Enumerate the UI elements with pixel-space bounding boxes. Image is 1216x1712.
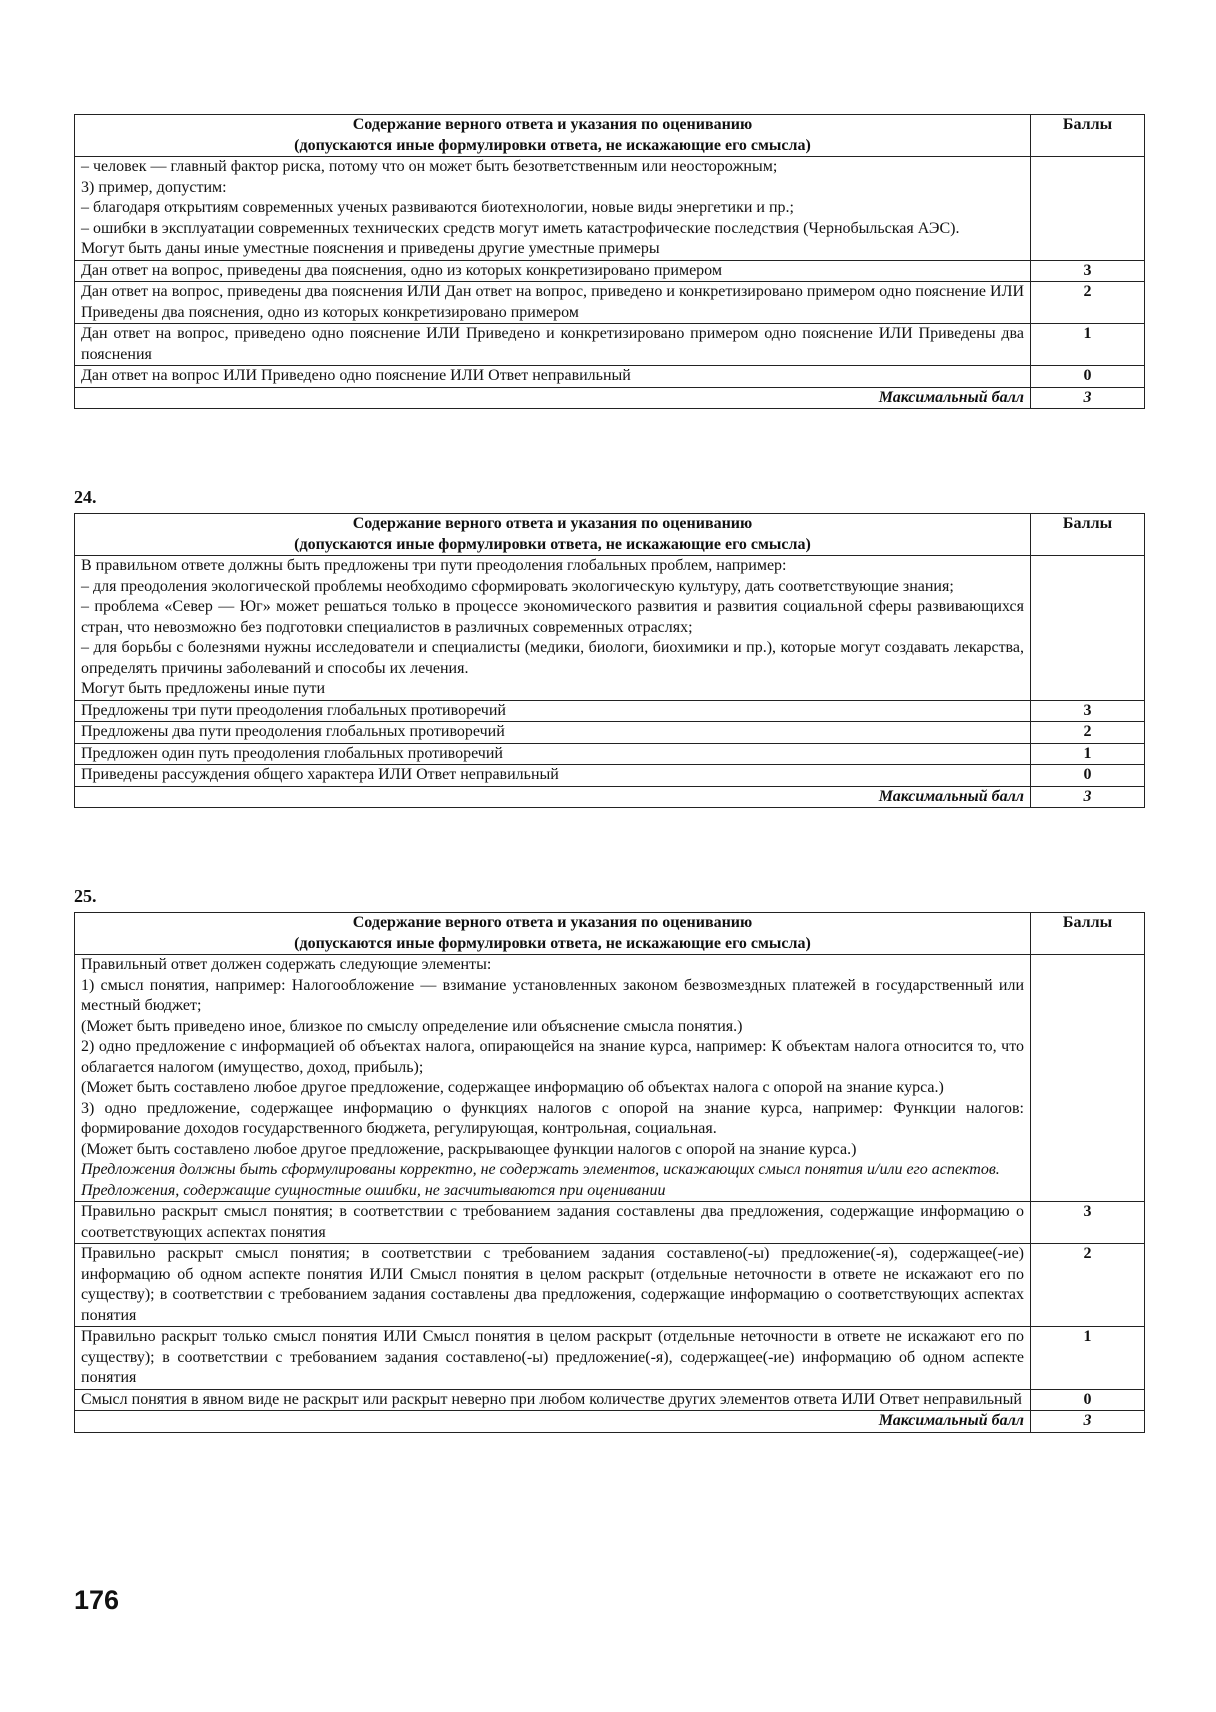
table-header-row (75, 514, 1145, 556)
table-header-row (75, 115, 1145, 157)
max-score-row (75, 387, 1145, 409)
answer-content-row (75, 157, 1145, 261)
content-header-title: Содержание верного ответа и указания по оцениванию (352, 116, 753, 133)
criteria-row (75, 1327, 1145, 1390)
content-line: В правильном ответе должны быть предложены три пути преодоления глобальных проблем, например: (81, 557, 787, 574)
italic-note: Предложения должны быть сформулированы корректно, не содержать элементов, искажающих смысл понятия и/или его аспектов. (81, 1161, 1000, 1178)
criteria-score: 0 (1031, 366, 1145, 388)
content-line: – для преодоления экологической проблемы необходимо сформировать экологическую культуру, дать соответствующие знания; (81, 577, 954, 595)
criteria-score: 1 (1031, 743, 1145, 765)
criteria-text: Дан ответ на вопрос, приведено одно пояснение ИЛИ Приведено и конкретизировано примером одно пояснение ИЛИ Приведены два пояснения (75, 324, 1031, 366)
criteria-row (75, 324, 1145, 366)
max-score-value: 3 (1031, 786, 1145, 808)
empty-score-cell (1031, 157, 1145, 261)
content-line: (Может быть составлено любое другое предложение, содержащее информацию об объектах налога с опорой на знание курса.) (81, 1079, 944, 1096)
content-line: (Может быть приведено иное, близкое по смыслу определение или объяснение смысла понятия.) (81, 1017, 743, 1035)
question-number-24: 24. (74, 487, 97, 507)
content-line: – проблема «Север — Юг» может решаться только в процессе экономического развития и развития социальной сферы развивающихся стран, что невозможно без подготовки специалистов в различных современных отраслях; (81, 598, 1024, 636)
criteria-row (75, 700, 1145, 722)
criteria-row (75, 282, 1145, 324)
criteria-row (75, 1244, 1145, 1327)
content-header-subtitle: (допускаются иные формулировки ответа, не искажающие его смысла) (294, 934, 811, 952)
criteria-score: 2 (1031, 722, 1145, 744)
criteria-score: 0 (1031, 765, 1145, 787)
criteria-row (75, 743, 1145, 765)
content-line: (Может быть составлено любое другое предложение, раскрывающее функции налогов с опорой на знание курса.) (81, 1140, 857, 1158)
empty-score-cell (1031, 556, 1145, 701)
content-header-title: Содержание верного ответа и указания по оцениванию (352, 914, 753, 931)
criteria-score: 3 (1031, 700, 1145, 722)
content-line: 3) одно предложение, содержащее информацию о функциях налогов с опорой на знание курса, например: Функции налогов: формирование доходов государственного бюджета, регулирующая, контрольная, социальная. (81, 1099, 1024, 1137)
criteria-text: Дан ответ на вопрос ИЛИ Приведено одно пояснение ИЛИ Ответ неправильный (75, 366, 1031, 388)
content-header-subtitle: (допускаются иные формулировки ответа, не искажающие его смысла) (294, 136, 811, 154)
criteria-text: Дан ответ на вопрос, приведены два пояснения ИЛИ Дан ответ на вопрос, приведено и конкретизировано примером одно пояснение ИЛИ Приведены два пояснения, одно из которых конкретизировано примером (75, 282, 1031, 324)
criteria-score: 3 (1031, 260, 1145, 282)
criteria-score: 1 (1031, 1327, 1145, 1390)
content-line: Могут быть предложены иные пути (81, 680, 326, 697)
score-header: Баллы (1031, 514, 1145, 556)
criteria-text: Приведены рассуждения общего характера ИЛИ Ответ неправильный (75, 765, 1031, 787)
criteria-score: 2 (1031, 282, 1145, 324)
question-number-25: 25. (74, 886, 97, 906)
criteria-row (75, 1202, 1145, 1244)
answer-content (75, 955, 1031, 1202)
criteria-score: 0 (1031, 1389, 1145, 1411)
criteria-score: 1 (1031, 324, 1145, 366)
max-score-row (75, 1411, 1145, 1433)
criteria-score: 3 (1031, 1202, 1145, 1244)
table-23 (74, 114, 1145, 409)
content-line: Могут быть даны иные уместные пояснения и приведены другие уместные примеры (81, 240, 660, 257)
italic-note: Предложения, содержащие сущностные ошибки, не засчитываются при оценивании (81, 1181, 666, 1199)
criteria-text: Смысл понятия в явном виде не раскрыт или раскрыт неверно при любом количестве других элементов ответа ИЛИ Ответ неправильный (75, 1389, 1031, 1411)
content-header (75, 514, 1031, 556)
criteria-row (75, 1389, 1145, 1411)
content-line: – человек — главный фактор риска, потому что он может быть безответственным или неосторожным; (81, 158, 778, 175)
max-score-row (75, 786, 1145, 808)
content-header (75, 913, 1031, 955)
criteria-row (75, 722, 1145, 744)
max-score-label: Максимальный балл (75, 387, 1031, 409)
content-header (75, 115, 1031, 157)
content-line: – благодаря открытиям современных ученых развиваются биотехнологии, новые виды энергетики и пр.; (81, 199, 794, 216)
max-score-value: 3 (1031, 387, 1145, 409)
table-25 (74, 912, 1145, 1433)
content-line: – для борьбы с болезнями нужны исследователи и специалисты (медики, биологи, биохимики и пр.), которые могут создавать лекарства, определять причины заболеваний и способы их лечения. (81, 639, 1024, 677)
criteria-score: 2 (1031, 1244, 1145, 1327)
content-line: 2) одно предложение с информацией об объектах налога, опирающейся на знание курса, например: К объектам налога относится то, что облагается налогом (имущество, доход, прибыль); (81, 1038, 1024, 1076)
content-line: 3) пример, допустим: (81, 178, 227, 196)
content-header-subtitle: (допускаются иные формулировки ответа, не искажающие его смысла) (294, 535, 811, 553)
answer-content (75, 556, 1031, 701)
empty-score-cell (1031, 955, 1145, 1202)
criteria-text: Правильно раскрыт смысл понятия; в соответствии с требованием задания составлены два предложения, содержащие информацию о соответствующих аспектах понятия (75, 1202, 1031, 1244)
table-24 (74, 513, 1145, 808)
table-header-row (75, 913, 1145, 955)
criteria-text: Дан ответ на вопрос, приведены два пояснения, одно из которых конкретизировано примером (75, 260, 1031, 282)
criteria-text: Предложен один путь преодоления глобальных противоречий (75, 743, 1031, 765)
max-score-label: Максимальный балл (75, 1411, 1031, 1433)
criteria-text: Правильно раскрыт смысл понятия; в соответствии с требованием задания составлено(-ы) предложение(-я), содержащее(-ие) информацию об одном аспекте понятия ИЛИ Смысл понятия в целом раскрыт (отдельные неточности в ответе не искажают его по существу); в соответствии с требованием задания составлены два предложения, содержащие информацию о соответствующих аспектах понятия (75, 1244, 1031, 1327)
content-line: Правильный ответ должен содержать следующие элементы: (81, 956, 492, 973)
answer-content-row (75, 556, 1145, 701)
criteria-text: Предложены три пути преодоления глобальных противоречий (75, 700, 1031, 722)
max-score-value: 3 (1031, 1411, 1145, 1433)
content-header-title: Содержание верного ответа и указания по оцениванию (352, 515, 753, 532)
score-header: Баллы (1031, 115, 1145, 157)
criteria-row (75, 765, 1145, 787)
content-line: – ошибки в эксплуатации современных технических средств могут иметь катастрофические последствия (Чернобыльская АЭС). (81, 219, 960, 237)
criteria-row (75, 366, 1145, 388)
criteria-text: Правильно раскрыт только смысл понятия ИЛИ Смысл понятия в целом раскрыт (отдельные неточности в ответе не искажают его по существу); в соответствии с требованием задания составлено(-ы) предложение(-я), содержащее(-ие) информацию об одном аспекте понятия (75, 1327, 1031, 1390)
content-line: 1) смысл понятия, например: Налогообложение — взимание установленных законом безвозмездных платежей в государственный или местный бюджет; (81, 976, 1024, 1014)
criteria-text: Предложены два пути преодоления глобальных противоречий (75, 722, 1031, 744)
answer-content (75, 157, 1031, 261)
answer-content-row (75, 955, 1145, 1202)
score-header: Баллы (1031, 913, 1145, 955)
max-score-label: Максимальный балл (75, 786, 1031, 808)
criteria-row (75, 260, 1145, 282)
page-number: 176 (74, 1585, 120, 1615)
